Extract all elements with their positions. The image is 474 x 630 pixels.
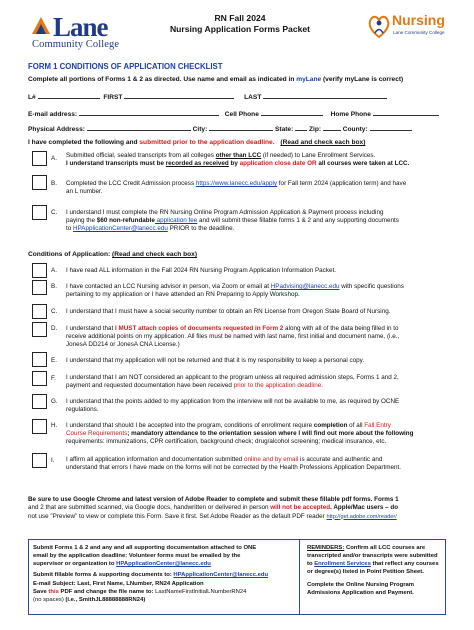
title-line-2: Nursing Application Forms Packet <box>169 23 311 34</box>
enrollment-services-link[interactable]: Enrollment Services <box>314 561 371 568</box>
cond-g-text: I understand that the points added to my application from the interview will not be available to me, as required by OCNE <box>66 398 400 405</box>
cond-letter-d: D. <box>51 325 58 332</box>
reminders-label: REMINDERS: <box>307 545 345 551</box>
first-name-field[interactable] <box>124 92 234 99</box>
item-a-line2: I understand transcripts must be <box>66 160 166 168</box>
first-name-label: FIRST <box>103 94 123 101</box>
address-row <box>28 124 448 134</box>
checkbox-cond-b[interactable] <box>32 280 47 295</box>
checkbox-cond-g[interactable] <box>32 394 47 409</box>
cond-item-c: I understand that I must have a social security number to obtain an RN License from Oregon State Board of Nursing. <box>66 308 391 315</box>
cond-h-line2: ; mandatory attendance to the orientation session where I will find out more about the following <box>127 430 414 438</box>
completed-text: I have completed the following and <box>28 139 140 146</box>
item-b-text: Completed the LCC Credit Admission process <box>66 180 196 187</box>
reminders-line3-end: that reflect any courses <box>370 561 439 568</box>
cond-item-a: I have read ALL information in the Fall 2024 RN Nursing Program Application Information Packet. <box>66 267 336 274</box>
name-row <box>28 92 448 102</box>
reminders-line6: Admissions Application and Payment. <box>307 589 414 596</box>
cond-item-f <box>66 374 436 390</box>
application-fee-link[interactable]: application fee <box>154 217 198 225</box>
file-name-example: (i.e., SmithJL88888888RN24) <box>65 596 146 603</box>
note-not-accepted: will not be accepted <box>270 504 331 512</box>
cond-letter-e: E. <box>51 357 57 364</box>
city-label: City: <box>192 126 208 133</box>
note-line1: Be sure to use Google Chrome and latest version of Adobe Reader to complete and submit these fillable pdf forms. Forms 1 <box>28 496 399 503</box>
no-spaces: (no spaces) <box>33 596 66 603</box>
county-field[interactable] <box>370 124 412 131</box>
checkbox-form1-a[interactable] <box>32 151 47 166</box>
submit-line2: email by the application deadline: Volunteer forms must be emailed by the <box>33 553 241 560</box>
reminders-line5: Complete the Online Nursing Program <box>307 581 415 588</box>
save-prefix: Save <box>33 588 49 595</box>
cond-h-course-req: Course Requirements <box>66 430 128 438</box>
cond-b-text2: with specific questions <box>339 283 404 290</box>
item-a-text: Submitted official, sealed transcripts from all colleges <box>66 152 216 159</box>
lnumber-field[interactable] <box>38 92 100 99</box>
note-line3: not use "Preview" to view or complete this Form. Save it first. Set Adobe Reader as the default PDF reader <box>28 512 327 520</box>
cond-i-line2: understand that errors I have made on the forms will not be corrected by the Health Professions Application Department. <box>66 464 401 472</box>
cond-letter-a: A. <box>51 267 57 274</box>
email-label: E-mail address: <box>28 111 78 118</box>
cond-d-red: I MUST attach copies of documents requested in Form 2 <box>115 325 284 332</box>
checkbox-cond-c[interactable] <box>32 304 47 319</box>
submission-box <box>28 539 446 615</box>
cond-f-text: I understand that I am NOT considered an applicant to the program unless all required admission steps, Forms 1 and 2, <box>66 374 399 381</box>
cond-i-text: I affirm all application information and documentation submitted <box>66 456 245 463</box>
hp-application-center-link[interactable]: HPApplicationCenter@lanecc.edu <box>73 225 168 233</box>
home-phone-label: Home Phone <box>330 111 371 118</box>
cond-h-fall-entry: Fall Entry <box>364 422 391 429</box>
conditions-label: Conditions of Application: <box>28 251 112 258</box>
checkbox-form1-b[interactable] <box>32 175 47 190</box>
item-c-fee: $60 non-refundable <box>96 217 155 225</box>
cond-letter-b: B. <box>51 283 57 290</box>
cond-d-line2: receive additional points on my application. All files must be named with last name, first initial and document name, (i.e., <box>66 333 400 341</box>
lnumber-label: L# <box>28 94 36 101</box>
item-c-paying: paying the <box>66 217 97 225</box>
zip-label: Zip: <box>308 126 322 133</box>
cond-d-line3: JonesA DD214 or JonesA CNA License.) <box>66 341 180 349</box>
item-a-close-date: application close date OR <box>239 160 317 168</box>
cond-i-red: online and by email <box>244 456 299 463</box>
nursing-heart-icon <box>366 12 392 40</box>
nursing-logo-sub: Lane Community College <box>393 30 445 35</box>
item-a-by: by <box>228 160 240 168</box>
county-label: County: <box>342 126 368 133</box>
cond-letter-g: G. <box>51 398 58 405</box>
conditions-read-check: (Read and check each box) <box>112 251 198 258</box>
note-line2: and 2 that are submitted scanned, via Google docs, handwritten or delivered in person <box>28 504 271 512</box>
hp-advising-link[interactable]: HPadvising@lanecc.edu <box>270 283 340 290</box>
reminders-line4: or degree(s) listed in Point Petition Sheet. <box>307 569 424 576</box>
last-name-label: LAST <box>244 94 262 101</box>
document-title <box>140 13 340 34</box>
instructions-text: Complete all portions of Forms 1 & 2 as directed. Use name and email as indicated in <box>28 76 297 83</box>
completed-deadline-text: submitted prior to the application deadline. <box>139 139 275 146</box>
address-label: Physical Address: <box>28 126 85 133</box>
cond-item-h <box>66 422 436 447</box>
letter-c: C. <box>51 209 58 216</box>
submit-line3: supervisor or organization to <box>33 561 117 568</box>
submission-instructions <box>33 544 283 604</box>
item-a-end: all courses were taken at LCC. <box>316 160 410 168</box>
instructions <box>28 76 403 84</box>
state-field[interactable] <box>295 124 307 131</box>
title-line-1: RN Fall 2024 <box>214 13 266 23</box>
completed-header <box>28 139 365 147</box>
item-b-text-2: for Fall term 2024 (application term) and have <box>277 180 407 187</box>
cond-letter-f: F. <box>51 375 56 382</box>
item-b-line2: an L number. <box>66 188 103 196</box>
email-subject-line: E-mail Subject: Last, First Name, LNumber, RN24 Application <box>33 580 204 587</box>
submit-email-link-1[interactable]: HPApplicationCenter@lanecc.edu <box>116 561 211 568</box>
checkbox-cond-h[interactable] <box>32 419 47 434</box>
form1-item-c <box>66 209 436 234</box>
save-mid: PDF and change the file name to: <box>58 588 156 595</box>
item-a-underline: other than LCC <box>215 152 262 159</box>
cond-d-text: I understand that <box>66 325 116 332</box>
adobe-reader-link[interactable]: http://get.adobe.com/reader/ <box>326 513 397 520</box>
email-field[interactable] <box>79 109 219 116</box>
conditions-title <box>28 251 197 259</box>
cond-f-deadline: prior to the application deadline. <box>233 382 323 390</box>
nursing-logo <box>360 12 450 46</box>
form1-item-b <box>66 180 436 196</box>
cond-item-b <box>66 283 436 299</box>
cond-item-e: I understand that my application will not be returned and that it is my responsibility to keep a personal copy. <box>66 357 365 364</box>
address-field[interactable] <box>87 124 191 131</box>
zip-field[interactable] <box>323 124 341 131</box>
save-this: this <box>48 588 59 595</box>
browser-note <box>28 496 448 521</box>
cell-phone-field[interactable] <box>261 109 323 116</box>
checkbox-cond-a[interactable] <box>32 263 47 278</box>
last-name-field[interactable] <box>263 92 387 99</box>
submit-line4: Submit fillable forms & supporting documents to: <box>33 572 174 579</box>
cond-d-text2: along with all of the data being filled in to <box>283 325 399 332</box>
cond-item-d <box>66 325 436 350</box>
item-c-to: to <box>66 225 74 233</box>
letter-a: A. <box>51 155 57 162</box>
cond-b-text: I have contacted an LCC Nursing advisor in person, via Zoom or email at <box>66 283 271 290</box>
item-c-line1: I understand I must complete the RN Nursing Online Program Admission Application & Payment process including <box>66 209 384 216</box>
item-c-prior: PRIOR to the deadline. <box>167 225 235 233</box>
cond-h-completion: completion <box>313 422 348 429</box>
home-phone-field[interactable] <box>373 109 439 116</box>
cond-h-text: I understand that should I be accepted into the program, conditions of enrollment require <box>66 422 314 429</box>
item-a-text-2: (if needed) to Lane Enrollment Services. <box>261 152 376 159</box>
completed-read-check: (Read and check each box) <box>280 139 366 146</box>
checkbox-cond-f[interactable] <box>32 371 47 386</box>
box-divider <box>299 540 300 614</box>
cond-letter-i: I. <box>51 457 55 464</box>
cond-i-text2: is accurate and authentic and <box>298 456 383 463</box>
state-label: State: <box>274 126 294 133</box>
letter-b: B. <box>51 180 57 187</box>
checkbox-cond-i[interactable] <box>32 453 47 468</box>
note-line2-end: . Apple/Mac users – do <box>330 504 399 512</box>
submit-email-link-2[interactable]: HPApplicationCenter@lanecc.edu <box>173 572 269 579</box>
lane-logo-mark-icon <box>30 14 52 36</box>
checkbox-cond-e[interactable] <box>32 352 47 367</box>
item-c-line2-end: and will submit these fillable forms 1 & 2 and any supporting documents <box>197 217 399 225</box>
form1-item-a <box>66 152 436 168</box>
file-name-format: LastNameFirstInitialLNumberRN24 <box>155 588 247 595</box>
cond-item-g <box>66 398 436 414</box>
cond-letter-c: C. <box>51 308 58 315</box>
cond-g-line2: regulations. <box>66 406 99 414</box>
instructions-suffix: (verify myLane is correct) <box>321 76 404 83</box>
college-subname: Community College <box>32 39 120 50</box>
cond-b-line2: pertaining to my application or I have attended an RN Preparing to Apply Workshop. <box>66 291 300 299</box>
cond-h-line3: requirements: immunizations, CPR certification, background check; drug/alcohol screening; medical insurance, etc. <box>66 438 387 446</box>
submit-line1: Submit Forms 1 & 2 and any and all supporting documentation attached to ONE <box>33 545 257 551</box>
cond-item-i <box>66 456 436 472</box>
cell-phone-label: Cell Phone <box>224 111 259 118</box>
nursing-logo-word: Nursing <box>392 12 445 28</box>
reminders <box>307 544 443 597</box>
mylane-text: myLane <box>296 76 322 83</box>
checkbox-cond-d[interactable] <box>32 322 47 337</box>
college-name: Lane <box>53 12 108 42</box>
checkbox-form1-c[interactable] <box>32 205 47 220</box>
reminders-line1: Confirm all LCC courses are <box>344 545 426 551</box>
cond-h-text2: of all <box>347 422 365 429</box>
apply-link[interactable]: https://www.lanecc.edu/apply <box>195 180 278 187</box>
form-1-title: FORM 1 CONDITIONS OF APPLICATION CHECKLIST <box>28 62 223 71</box>
city-field[interactable] <box>209 124 273 131</box>
reminders-to: to <box>307 561 315 568</box>
contact-row <box>28 109 448 119</box>
cond-f-line2: payment and requested documentation have been received <box>66 382 234 390</box>
reminders-line2: transcripted and/or transcripts were submitted <box>307 553 438 560</box>
item-a-recorded: recorded as received <box>165 160 229 168</box>
cond-letter-h: H. <box>51 422 58 429</box>
